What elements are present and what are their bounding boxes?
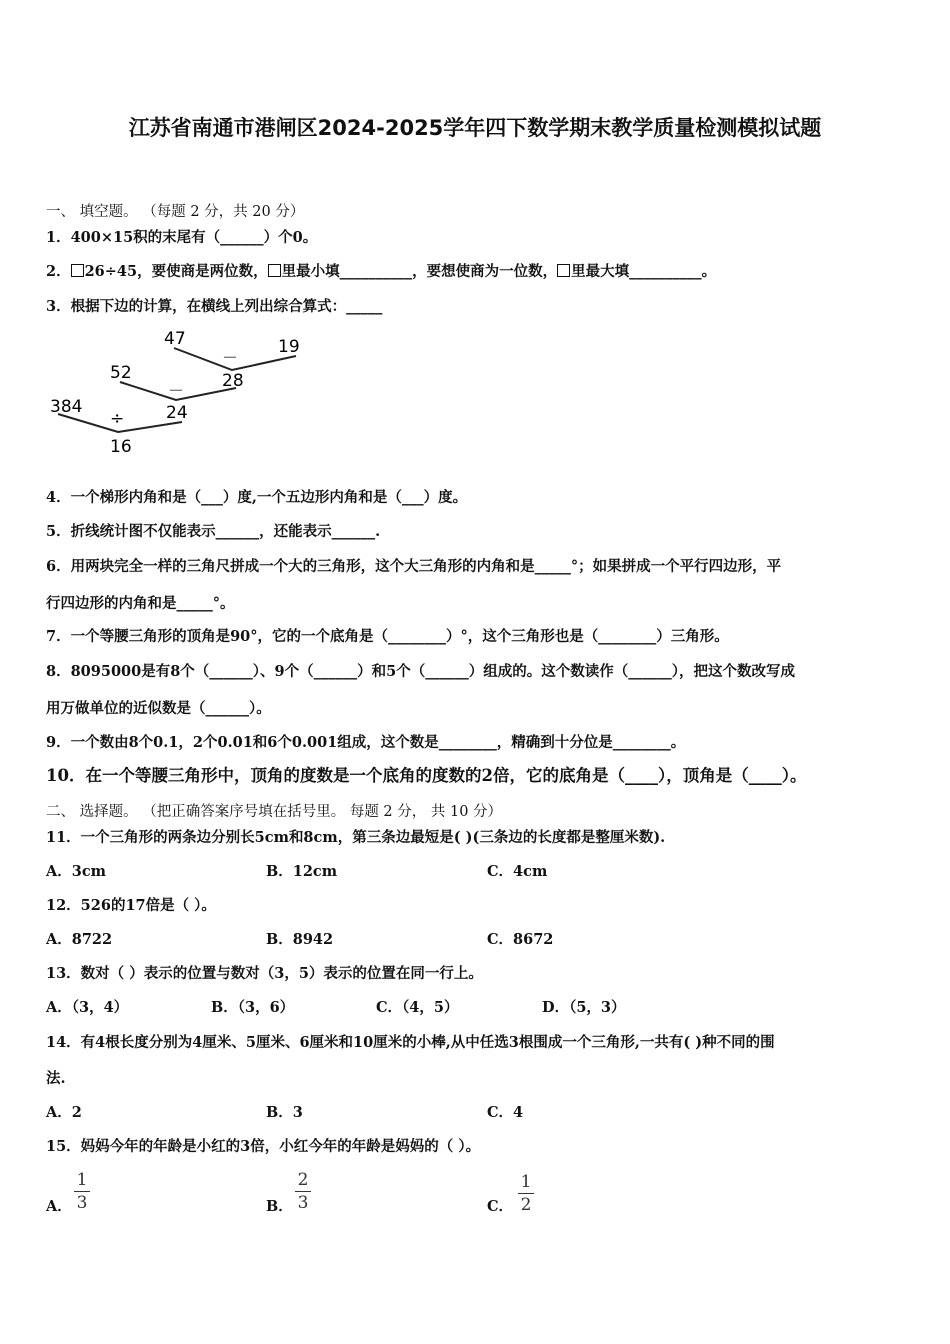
fraction-bar — [518, 1193, 534, 1194]
blank-box-icon — [557, 264, 570, 277]
question-2 — [46, 262, 716, 282]
question-11: 11．一个三角形的两条边分别长5cm和8cm，第三条边最短是( )(三条边的长度都是整厘米数). — [46, 829, 666, 846]
question-2-mid: 里最小填__________，要想使商为一位数， — [281, 263, 558, 280]
number-47: 47 — [164, 329, 186, 349]
option-11-c: C．4cm — [487, 863, 548, 880]
minus-sign-2: － — [168, 381, 185, 400]
option-13-c: C．（4，5） — [376, 999, 459, 1016]
fraction-bar — [74, 1191, 90, 1192]
question-2-number: 2． — [46, 263, 71, 280]
fraction-numerator: 1 — [520, 1172, 532, 1192]
section-1-header: 一、 填空题。 （每题 2 分，共 20 分） — [46, 204, 305, 220]
question-2-text: 26÷45，要使商是两位数， — [84, 263, 268, 280]
question-8-line-2: 用万做单位的近似数是（______）。 — [46, 700, 271, 717]
fraction-denominator: 3 — [76, 1193, 88, 1213]
question-3: 3．根据下边的计算，在横线上列出综合算式：_____ — [46, 298, 383, 315]
option-11-b: B．12cm — [266, 863, 338, 880]
page-title: 江苏省南通市港闸区2024-2025学年四下数学期末教学质量检测模拟试题 — [128, 116, 822, 140]
blank-box-icon — [268, 264, 281, 277]
section-2-header: 二、 选择题。 （把正确答案序号填在括号里。 每题 2 分， 共 10 分） — [46, 804, 503, 820]
option-15-b-fraction — [295, 1170, 311, 1213]
question-14-line-1: 14．有4根长度分别为4厘米、5厘米、6厘米和10厘米的小棒,从中任选3根围成一个三角形,一共有( )种不同的围 — [46, 1034, 775, 1051]
question-10: 10．在一个等腰三角形中，顶角的度数是一个底角的度数的2倍，它的底角是（____），顶角是（____）。 — [46, 766, 807, 785]
option-14-c: C．4 — [487, 1104, 524, 1121]
number-19: 19 — [278, 337, 300, 357]
question-2-end: 里最大填__________。 — [571, 263, 717, 280]
question-6-line-1: 6．用两块完全一样的三角尺拼成一个大的三角形，这个大三角形的内角和是_____°；如果拼成一个平行四边形，平 — [46, 558, 782, 575]
fraction-bar — [295, 1191, 311, 1192]
divide-sign: ÷ — [110, 409, 125, 429]
question-8-line-1: 8．8095000是有8个（______）、9个（______）和5个（______）组成的。这个数读作（______），把这个数改写成 — [46, 663, 795, 680]
fraction-denominator: 3 — [297, 1193, 309, 1213]
minus-sign-1: － — [222, 348, 239, 367]
question-5: 5．折线统计图不仅能表示______，还能表示______. — [46, 523, 381, 540]
option-15-b-label: B． — [266, 1198, 293, 1215]
option-12-a: A．8722 — [46, 931, 113, 948]
option-12-b: B．8942 — [266, 931, 334, 948]
question-9: 9．一个数由8个0.1，2个0.01和6个0.001组成，这个数是________，精确到十分位是________。 — [46, 734, 686, 751]
blank-box-icon — [71, 264, 84, 277]
fraction-numerator: 2 — [297, 1170, 309, 1190]
question-13: 13．数对（ ）表示的位置与数对（3，5）表示的位置在同一行上。 — [46, 965, 483, 982]
option-14-a: A．2 — [46, 1104, 82, 1121]
calculation-diagram — [46, 326, 316, 466]
question-1: 1．400×15积的末尾有（______）个0。 — [46, 229, 318, 246]
question-4: 4．一个梯形内角和是（___）度,一个五边形内角和是（___）度。 — [46, 489, 468, 506]
option-13-b: B．（3，6） — [211, 999, 295, 1016]
option-15-a-label: A． — [46, 1198, 72, 1215]
option-15-a-fraction — [74, 1170, 90, 1213]
question-14-line-2: 法. — [46, 1070, 66, 1087]
option-14-b: B．3 — [266, 1104, 303, 1121]
option-13-d: D．（5，3） — [542, 999, 626, 1016]
question-6-line-2: 行四边形的内角和是_____°。 — [46, 595, 235, 612]
number-28: 28 — [222, 371, 244, 391]
question-15: 15．妈妈今年的年龄是小红的3倍，小红今年的年龄是妈妈的（ ）。 — [46, 1138, 481, 1155]
question-7: 7．一个等腰三角形的顶角是90°，它的一个底角是（________）°，这个三角形也是（________）三角形。 — [46, 628, 729, 645]
fraction-denominator: 2 — [520, 1195, 532, 1215]
option-11-a: A．3cm — [46, 863, 107, 880]
number-384: 384 — [50, 397, 83, 417]
option-15-c-label: C． — [487, 1198, 514, 1215]
number-52: 52 — [110, 363, 132, 383]
option-12-c: C．8672 — [487, 931, 554, 948]
question-12: 12．526的17倍是（ ）。 — [46, 897, 216, 914]
number-24: 24 — [166, 403, 188, 423]
option-15-c-fraction — [518, 1172, 534, 1215]
fraction-numerator: 1 — [76, 1170, 88, 1190]
number-16: 16 — [110, 437, 132, 457]
option-13-a: A．（3，4） — [46, 999, 129, 1016]
